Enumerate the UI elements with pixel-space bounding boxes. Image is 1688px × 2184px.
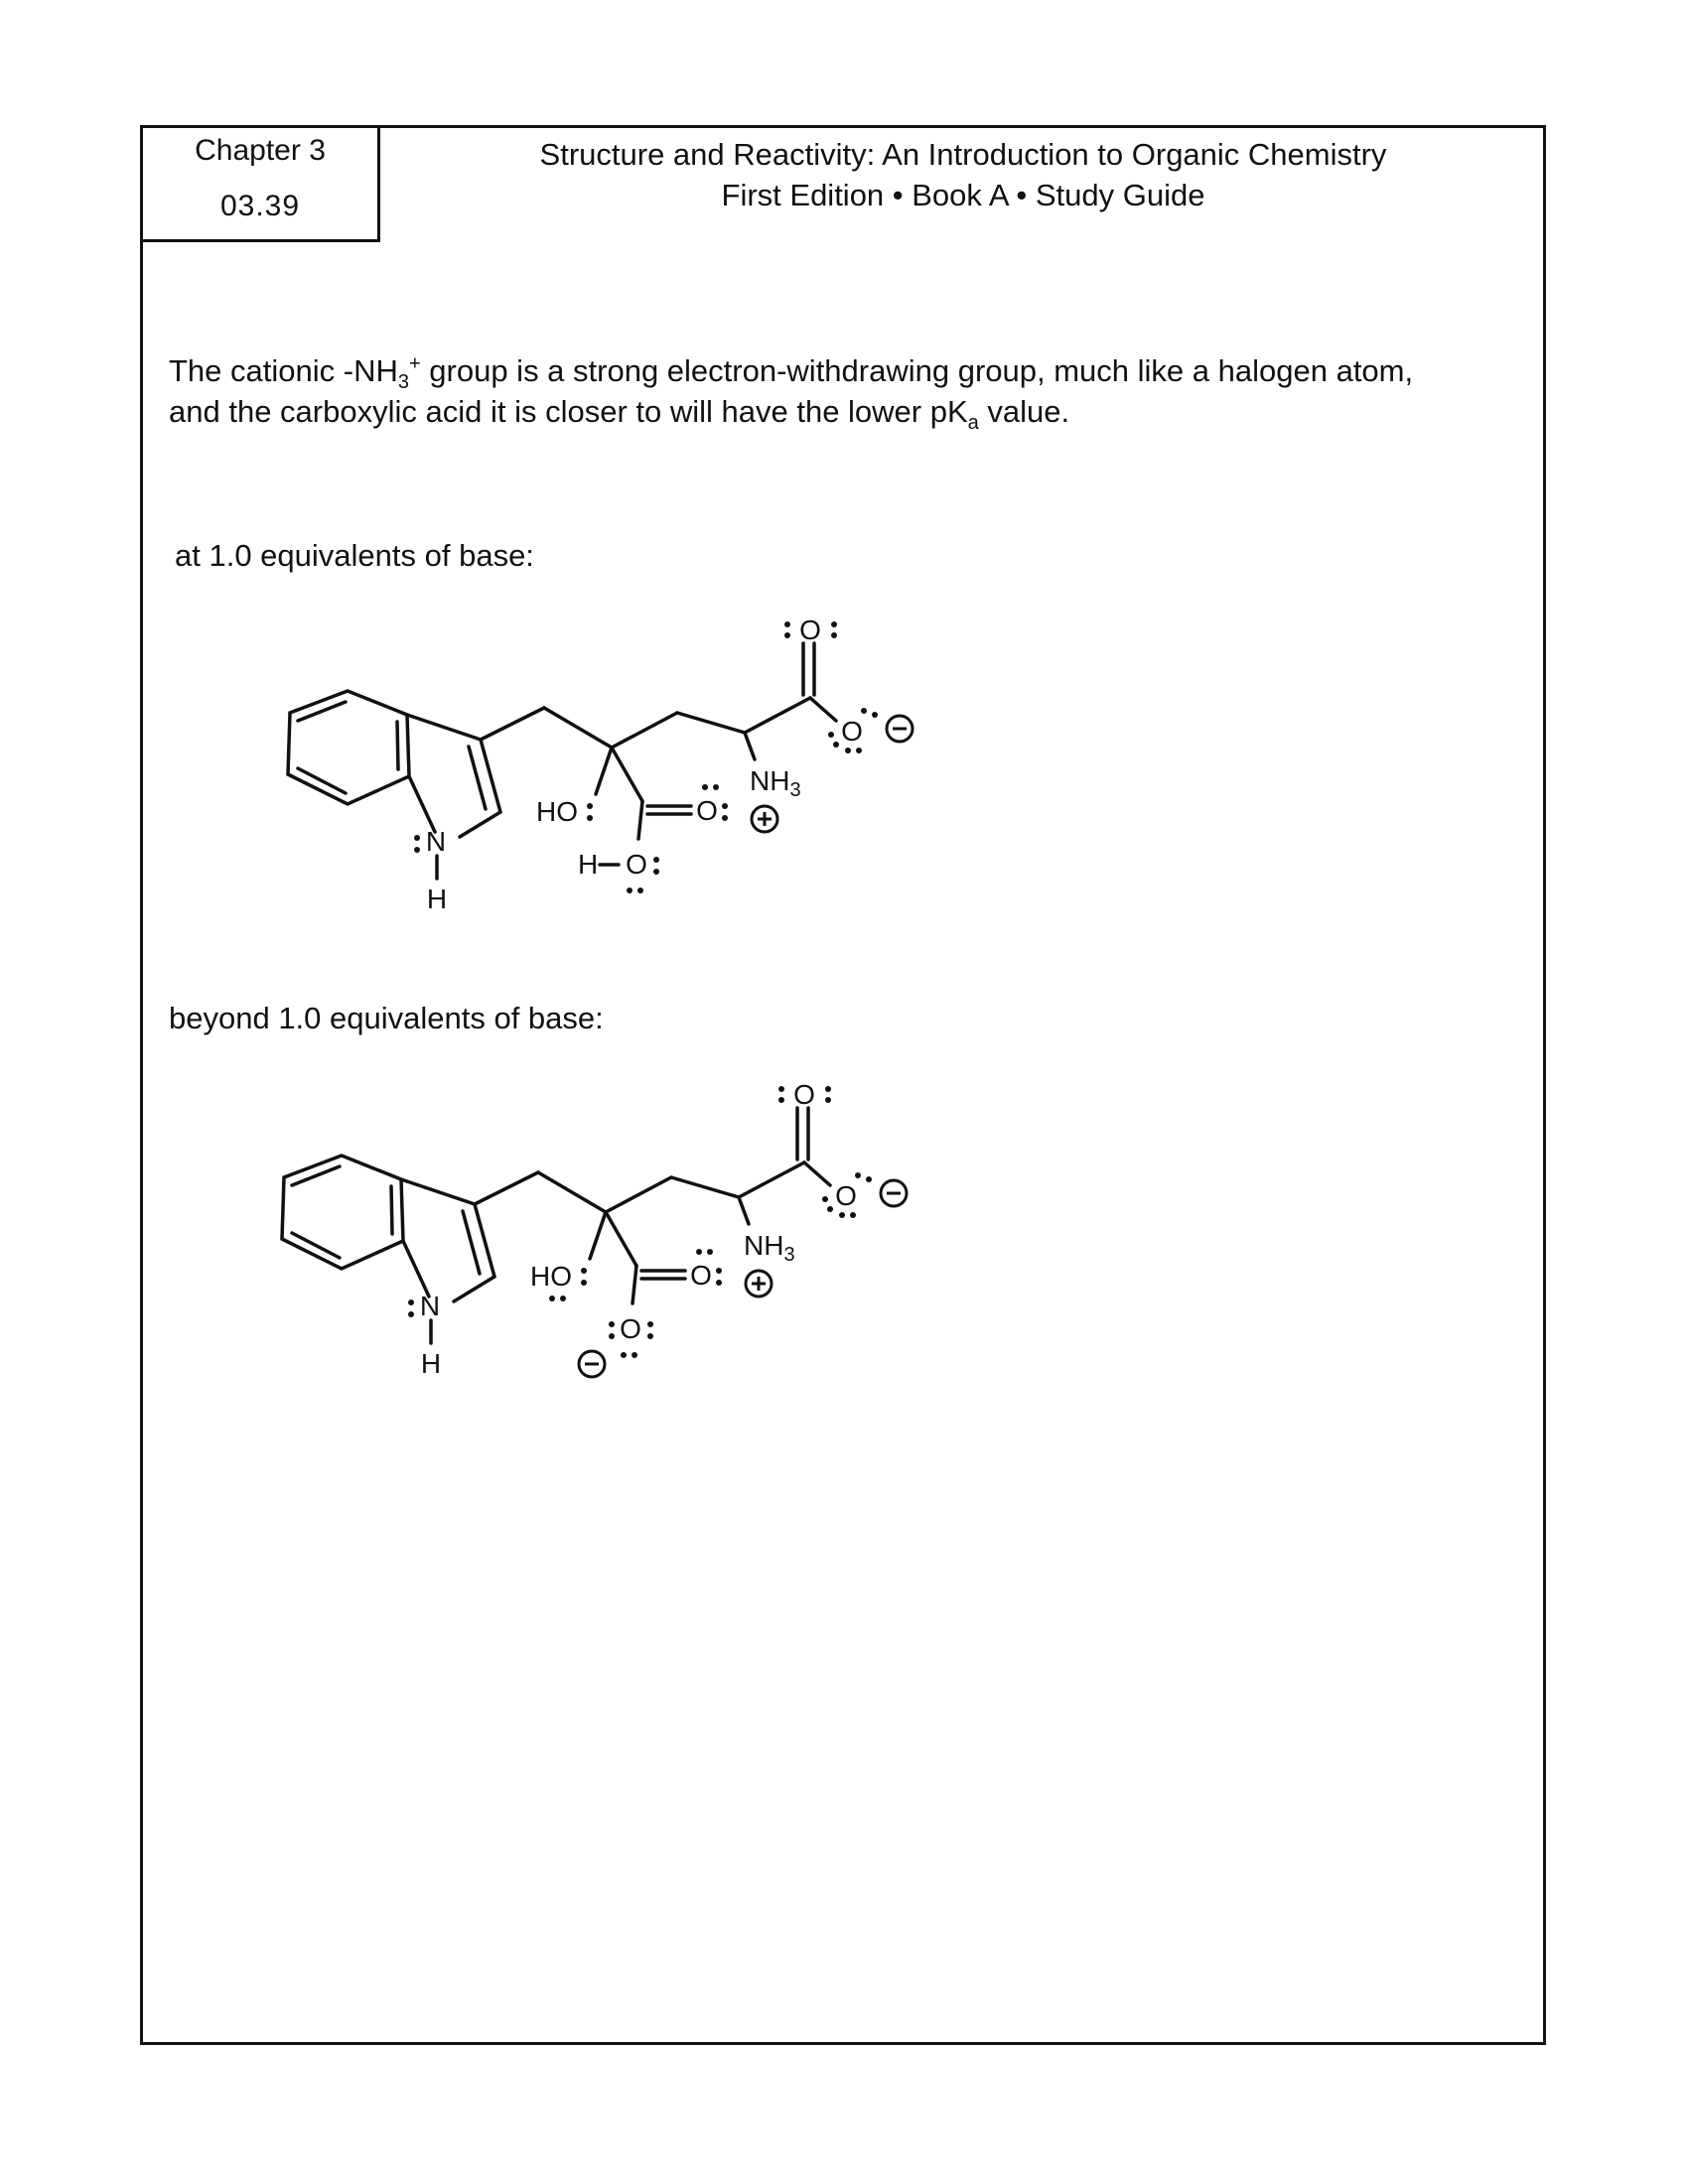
para-text: and the carboxylic acid it is closer to will have the lower pK [169, 394, 968, 429]
caption-1-equivalent: at 1.0 equivalents of base: [175, 538, 534, 573]
acid-carbonyl-o: O [690, 1260, 712, 1291]
book-title-line2: First Edition • Book A • Study Guide [721, 178, 1205, 212]
carboxylate-o: O [841, 716, 863, 747]
chapter-box [140, 125, 380, 242]
book-title-line1: Structure and Reactivity: An Introduction to Organic Chemistry [539, 137, 1387, 172]
pyrrole-ring [407, 715, 500, 879]
para-text: value. [978, 394, 1070, 429]
book-title [380, 134, 1546, 215]
hydroxyl-label: HO [530, 1261, 572, 1292]
para-text: The cationic -NH [169, 353, 398, 388]
carboxylic-acid-group [578, 784, 728, 893]
benzene-ring [288, 691, 409, 804]
carboxylate-o-top: O [793, 1079, 815, 1110]
para-superscript: + [408, 352, 421, 375]
para-subscript: 3 [397, 371, 409, 394]
paragraph-line-1 [169, 350, 1529, 394]
structure-1-one-equivalent [248, 596, 943, 953]
problem-number: 03.39 [219, 190, 301, 222]
paragraph-line-2 [169, 391, 1529, 435]
indole-h: H [420, 1348, 442, 1379]
carboxylate-group [784, 614, 913, 753]
ammonium-label: $NH_3$ [744, 1230, 795, 1266]
chapter-label: Chapter 3 [195, 134, 326, 167]
para-text: group is a strong electron-withdrawing group, much like a halogen atom, [420, 353, 1414, 388]
structure-2-beyond-equivalent [242, 1060, 937, 1418]
acid-h: H [578, 849, 599, 880]
acid-o: O [626, 849, 647, 880]
indole-n: N [419, 1291, 441, 1321]
carboxylate-group [778, 1079, 907, 1218]
acid-carbonyl-o: O [696, 795, 718, 826]
ammonium-label: $NH_3$ [750, 765, 801, 801]
benzene-ring [282, 1156, 403, 1269]
carboxylate-o: O [835, 1180, 857, 1211]
hydroxyl-label: HO [536, 796, 578, 827]
caption-beyond-equivalent: beyond 1.0 equivalents of base: [169, 1001, 604, 1035]
carboxylate-o-top: O [799, 614, 821, 645]
indole-n: N [425, 826, 447, 857]
explanation-paragraph [169, 350, 1529, 435]
acid-o: O [620, 1313, 641, 1344]
indole-h: H [426, 884, 448, 914]
para-subscript: a [967, 412, 979, 435]
pyrrole-ring [401, 1179, 494, 1343]
carboxylate-group-2 [579, 1249, 722, 1377]
